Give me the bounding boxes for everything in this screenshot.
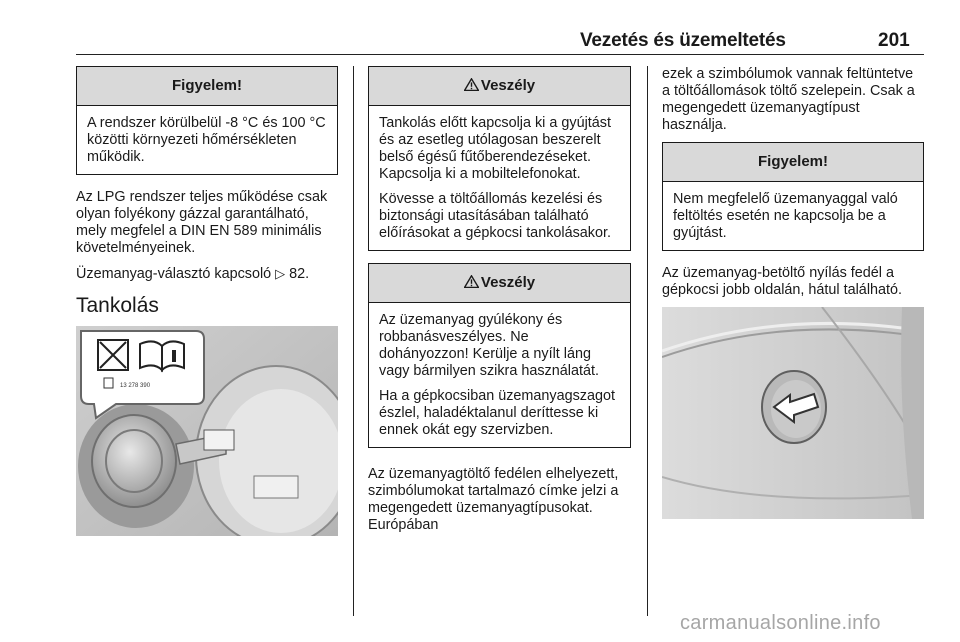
warning-icon xyxy=(464,275,479,288)
column-divider-2 xyxy=(647,66,648,616)
header-rule xyxy=(76,54,924,55)
car-side-image xyxy=(662,307,924,519)
lpg-paragraph: Az LPG rendszer teljes működése csak olyan folyékony gázzal garantálható, mely megfelel a DIN EN 589 minimális követelményeinek. xyxy=(76,189,328,256)
header-title: Vezetés és üzemeltetés xyxy=(580,30,786,51)
notice-title: Figyelem! xyxy=(77,67,337,106)
notice-text-2: Nem megfelelő üzemanyaggal való feltöltés esetén ne kapcsolja be a gyújtást. xyxy=(673,191,898,241)
reference-page[interactable]: 82. xyxy=(289,266,310,282)
warning-icon xyxy=(464,78,479,91)
column-2 xyxy=(368,66,631,542)
fuel-selector-reference xyxy=(76,265,338,283)
danger-1-paragraph-1: Tankolás előtt kapcsolja ki a gyújtást és az esetleg utólagosan beszerelt belső égésű fűtőberendezéseket. Kapcsolja ki a mobiltelefonokat. xyxy=(379,115,611,182)
danger-title-2: Veszély xyxy=(480,274,536,291)
danger-2-paragraph-2: Ha a gépkocsiban üzemanyagszagot észlel, haladéktalanul deríttesse ki ennek okát egy szervizben. xyxy=(379,388,615,438)
section-heading: Tankolás xyxy=(76,294,159,317)
column-3 xyxy=(662,66,924,519)
notice-box-2 xyxy=(662,142,924,251)
flap-location-paragraph: Az üzemanyag-betöltő nyílás fedél a gépkocsi jobb oldalán, hátul található. xyxy=(662,265,903,298)
car-side-illustration xyxy=(662,307,924,519)
notice-text: A rendszer körülbelül -8 °C és 100 °C közötti környezeti hőmérsékleten működik. xyxy=(87,115,326,165)
page-reference-icon: ▷ xyxy=(275,266,286,281)
reference-text: Üzemanyag-választó kapcsoló xyxy=(76,266,272,282)
column-1 xyxy=(76,66,338,536)
danger-box-2 xyxy=(368,263,631,448)
danger-header-2 xyxy=(369,264,630,303)
label-paragraph: Az üzemanyagtöltő fedélen elhelyezett, szimbólumokat tartalmazó címke jelzi a megengedett üzemanyagtípusokat. Európában xyxy=(368,466,619,533)
label-number: 13 278 390 xyxy=(120,383,151,389)
symbols-paragraph: ezek a szimbólumok vannak feltüntetve a töltőállomások töltő szelepein. Csak a megengedett üzemanyagtípust használja. xyxy=(662,66,915,133)
page-number: 201 xyxy=(878,30,910,51)
danger-2-paragraph-1: Az üzemanyag gyúlékony és robbanásveszélyes. Ne dohányozzon! Kerülje a nyílt láng vagy bármilyen szikra használatát. xyxy=(379,312,599,379)
danger-title-1: Veszély xyxy=(480,77,536,94)
fuel-flap-image xyxy=(76,326,338,536)
fuel-flap-illustration xyxy=(76,326,338,536)
watermark: carmanualsonline.info xyxy=(680,612,881,634)
notice-title-2: Figyelem! xyxy=(663,143,923,182)
danger-header-1 xyxy=(369,67,630,106)
column-divider-1 xyxy=(353,66,354,616)
notice-box xyxy=(76,66,338,175)
danger-box-1 xyxy=(368,66,631,251)
danger-1-paragraph-2: Kövesse a töltőállomás kezelési és biztonsági utasításában található előírásokat a gépkocsi tankolásakor. xyxy=(379,191,611,241)
